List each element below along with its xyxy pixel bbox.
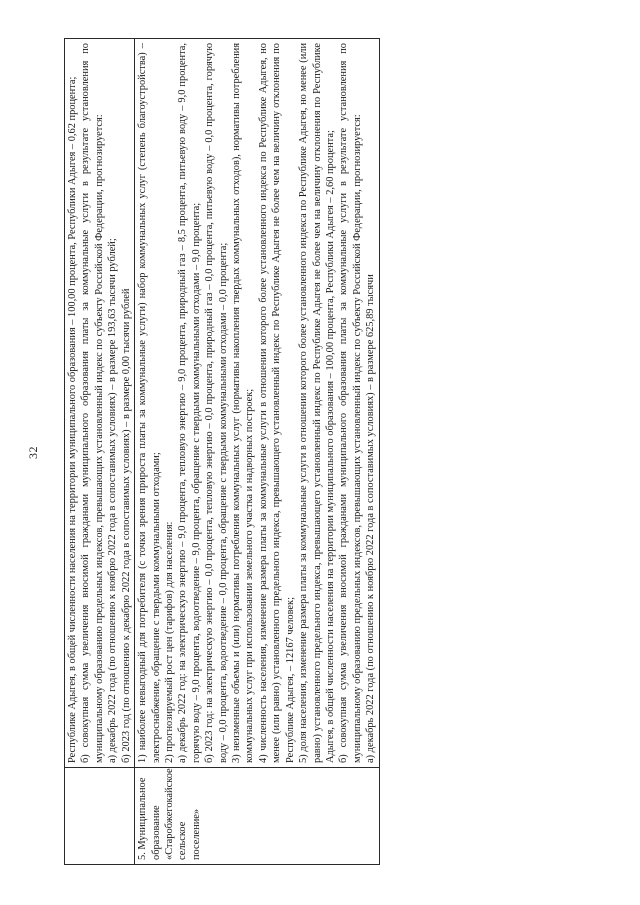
details-cell bbox=[135, 39, 380, 768]
text-line: а) декабрь 2022 года (по отношению к ноябрю 2022 года в сопоставимых условиях) – в размере 193,63 тысячи рублей; bbox=[107, 238, 119, 763]
text-line: б) 2023 год: на электрическую энергию – 0,0 процента, тепловую энергию – 0,0 процента, природный газ – 0,0 процента, питьевую воду – 0,0 процента, горячую воду – 0,0 процента, водоотведение – 0,0 процента, обращение с твердыми коммунальными отходами – 0,0 процента; bbox=[204, 43, 229, 763]
municipality-cell bbox=[65, 768, 135, 865]
text-line: 3) неизменные объемы и (или) нормативы потребления коммунальных услуг (нормативы накопления твердых коммунальных отходов), нормативы потребления коммунальных услуг при использовании земельного участка и надворных построек; bbox=[231, 43, 256, 763]
table-row bbox=[65, 39, 135, 865]
text-line: Республике Адыгея, в общей численности населения на территории муниципального образования – 100,00 процента, Республики Адыгея – 0,62 процента; bbox=[67, 76, 78, 763]
text-line: 5) доля населения, изменение размера платы за коммунальные услуги в отношении которого более установленного индекса по Республике Адыгея, но менее (или равно) установленного предельного индекса, превышающего установленный индекс по Республике Адыгея не более чем на величину отклонения по Республике Адыгея, в общей численности населения на территории муниципального образования – 100,00 процента, Республики Адыгея – 2,60 процента; bbox=[298, 43, 337, 763]
document-table bbox=[64, 38, 380, 865]
text-line: 4) численность населения, изменение размера платы за коммунальные услуги в отношении которого более установленного индекса по Республике Адыгея, но менее (или равно) установленного предельного индекса, превышающего установленный индекс по Республике Адыгея не более чем на величину отклонения по Республике Адыгея, – 12167 человек; bbox=[257, 43, 296, 763]
municipality-name: 5. Муниципальное образование «Старобжегокайское сельское поселение» bbox=[137, 768, 202, 860]
text-line: 2) прогнозируемый рост цен (тарифов) для населения: bbox=[163, 521, 175, 763]
text-line: б) 2023 год (по отношению к декабрю 2022 года в сопоставимых условиях) – в размере 0,00 тысячи рублей bbox=[120, 288, 132, 763]
text-line: 1) наиболее невыгодный для потребителя (с точки зрения прироста платы за коммунальные услуги) набор коммунальных услуг (степень благоустройства) – электроснабжение, обращение с твердыми коммунальными отходами; bbox=[137, 43, 162, 763]
text-line: б) совокупная сумма увеличения вносимой гражданами муниципального образования платы за коммунальные услуги в результате установления по муниципальному образованию предельных индексов, превышающих установленный индекс по субъекту Российской Федерации, прогнозируется: bbox=[338, 43, 363, 763]
table-row bbox=[135, 39, 380, 865]
text-line: а) декабрь 2022 год: на электрическую энергию – 9,0 процента, тепловую энергию – 9,0 процента, природный газ – 8,5 процента, питьевую воду – 9,0 процента, горячую воду – 9,0 процента, водоотведение – 9,0 процента, обращение с твердыми коммунальными отходами – 9,0 процента; bbox=[177, 43, 202, 763]
page-number: 32 bbox=[26, 446, 40, 459]
municipality-cell bbox=[135, 768, 380, 865]
text-line: б) совокупная сумма увеличения вносимой гражданами муниципального образования платы за коммунальные услуги в результате установления по муниципальному образованию предельных индексов, превышающих установленный индекс по субъекту Российской Федерации, прогнозируется: bbox=[80, 43, 105, 763]
text-line: а) декабрь 2022 года (по отношению к ноябрю 2022 года в сопоставимых условиях) – в размере 625,89 тысячи bbox=[365, 274, 377, 763]
details-cell bbox=[65, 39, 135, 768]
